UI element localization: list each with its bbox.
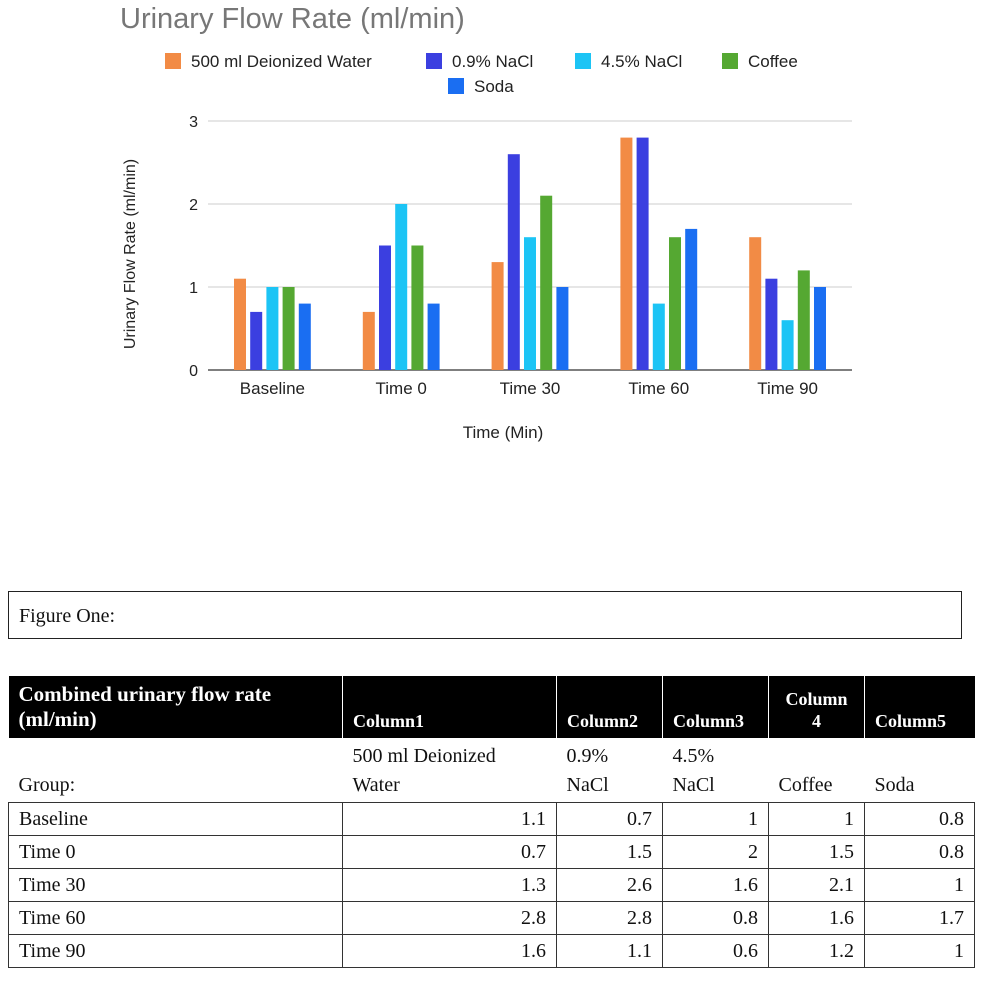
table-title-header: Combined urinary flow rate (ml/min) — [9, 676, 343, 738]
table-header-row — [9, 676, 975, 738]
y-axis-label: Urinary Flow Rate (ml/min) — [122, 158, 139, 350]
legend-label: 0.9% NaCl — [452, 52, 534, 71]
value-cell: 0.6 — [663, 935, 769, 968]
value-cell: 0.7 — [343, 836, 557, 869]
value-cell: 1.5 — [557, 836, 663, 869]
value-cell: 2.8 — [557, 902, 663, 935]
value-cell: 2.6 — [557, 869, 663, 902]
bar — [411, 246, 423, 371]
value-cell: 1.5 — [769, 836, 865, 869]
value-cell: 0.8 — [663, 902, 769, 935]
bar — [540, 196, 552, 370]
value-cell: 1 — [769, 803, 865, 836]
value-cell: 1.6 — [769, 902, 865, 935]
value-cell: 0.7 — [557, 803, 663, 836]
row-label-cell: Time 60 — [9, 902, 343, 935]
legend-swatch — [722, 53, 738, 69]
x-axis-ticks — [240, 379, 818, 398]
row-label-cell: Time 30 — [9, 869, 343, 902]
value-cell: 1 — [663, 803, 769, 836]
value-cell: 0.8 — [865, 803, 975, 836]
table-row — [9, 803, 975, 836]
row-label-cell: Baseline — [9, 803, 343, 836]
table-row — [9, 836, 975, 869]
bar — [283, 287, 295, 370]
bar — [492, 262, 504, 370]
value-cell: 1.6 — [343, 935, 557, 968]
value-cell: 1.6 — [663, 869, 769, 902]
column-header: Column3 — [663, 676, 769, 738]
bar — [749, 237, 761, 370]
group-name-cell: 4.5% NaCl — [663, 738, 769, 803]
legend-swatch — [165, 53, 181, 69]
bar — [653, 304, 665, 370]
bar — [524, 237, 536, 370]
column-header: Column 4 — [769, 676, 865, 738]
x-axis-label: Time (Min) — [462, 423, 544, 442]
row-label-cell: Time 0 — [9, 836, 343, 869]
legend-swatch — [426, 53, 442, 69]
bar — [234, 279, 246, 370]
bar — [299, 304, 311, 370]
bar — [814, 287, 826, 370]
value-cell: 1.1 — [343, 803, 557, 836]
value-cell: 0.8 — [865, 836, 975, 869]
group-name-cell: 0.9% NaCl — [557, 738, 663, 803]
legend-label: 4.5% NaCl — [601, 52, 683, 71]
table-row — [9, 902, 975, 935]
table-subheader-row — [9, 738, 975, 803]
value-cell: 1.3 — [343, 869, 557, 902]
x-tick-label: Baseline — [239, 379, 306, 398]
bar — [620, 138, 632, 370]
legend-label: 500 ml Deionized Water — [191, 52, 372, 71]
legend-swatch — [448, 78, 464, 94]
y-tick-label: 1 — [189, 280, 198, 297]
bar-chart — [0, 0, 984, 470]
value-cell: 1.7 — [865, 902, 975, 935]
value-cell: 1 — [865, 935, 975, 968]
x-tick-label: Time 90 — [757, 379, 818, 398]
bar — [637, 138, 649, 370]
value-cell: 1.2 — [769, 935, 865, 968]
bar — [685, 229, 697, 370]
bar — [765, 279, 777, 370]
value-cell: 2 — [663, 836, 769, 869]
x-tick-label: Time 60 — [628, 379, 690, 398]
bar — [395, 204, 407, 370]
chart-bars — [234, 138, 826, 370]
legend-label: Coffee — [748, 52, 798, 71]
y-tick-label: 3 — [189, 114, 198, 131]
value-cell: 1.1 — [557, 935, 663, 968]
x-tick-label: Time 30 — [499, 379, 561, 398]
figure-caption: Figure One: — [8, 591, 962, 639]
value-cell: 2.8 — [343, 902, 557, 935]
chart-title: Urinary Flow Rate (ml/min) — [120, 3, 465, 35]
value-cell: 2.1 — [769, 869, 865, 902]
group-label: Group: — [9, 738, 343, 803]
table-row — [9, 869, 975, 902]
bar — [363, 312, 375, 370]
flow-rate-table — [8, 676, 975, 968]
value-cell: 1 — [865, 869, 975, 902]
row-label-cell: Time 90 — [9, 935, 343, 968]
column-header: Column2 — [557, 676, 663, 738]
table-row — [9, 935, 975, 968]
bar — [508, 154, 520, 370]
bar — [798, 270, 810, 370]
bar — [379, 246, 391, 371]
bar — [266, 287, 278, 370]
y-tick-label: 0 — [189, 363, 198, 380]
bar — [782, 320, 794, 370]
y-tick-label: 2 — [189, 197, 198, 214]
y-axis-ticks — [189, 114, 198, 380]
group-name-cell: Soda — [865, 738, 975, 803]
bar — [250, 312, 262, 370]
bar — [669, 237, 681, 370]
chart-legend — [165, 52, 798, 96]
bar — [428, 304, 440, 370]
group-name-cell: 500 ml Deionized Water — [343, 738, 557, 803]
legend-swatch — [575, 53, 591, 69]
group-name-cell: Coffee — [769, 738, 865, 803]
x-tick-label: Time 0 — [375, 379, 427, 398]
column-header: Column1 — [343, 676, 557, 738]
legend-label: Soda — [474, 77, 514, 96]
column-header: Column5 — [865, 676, 975, 738]
bar — [556, 287, 568, 370]
